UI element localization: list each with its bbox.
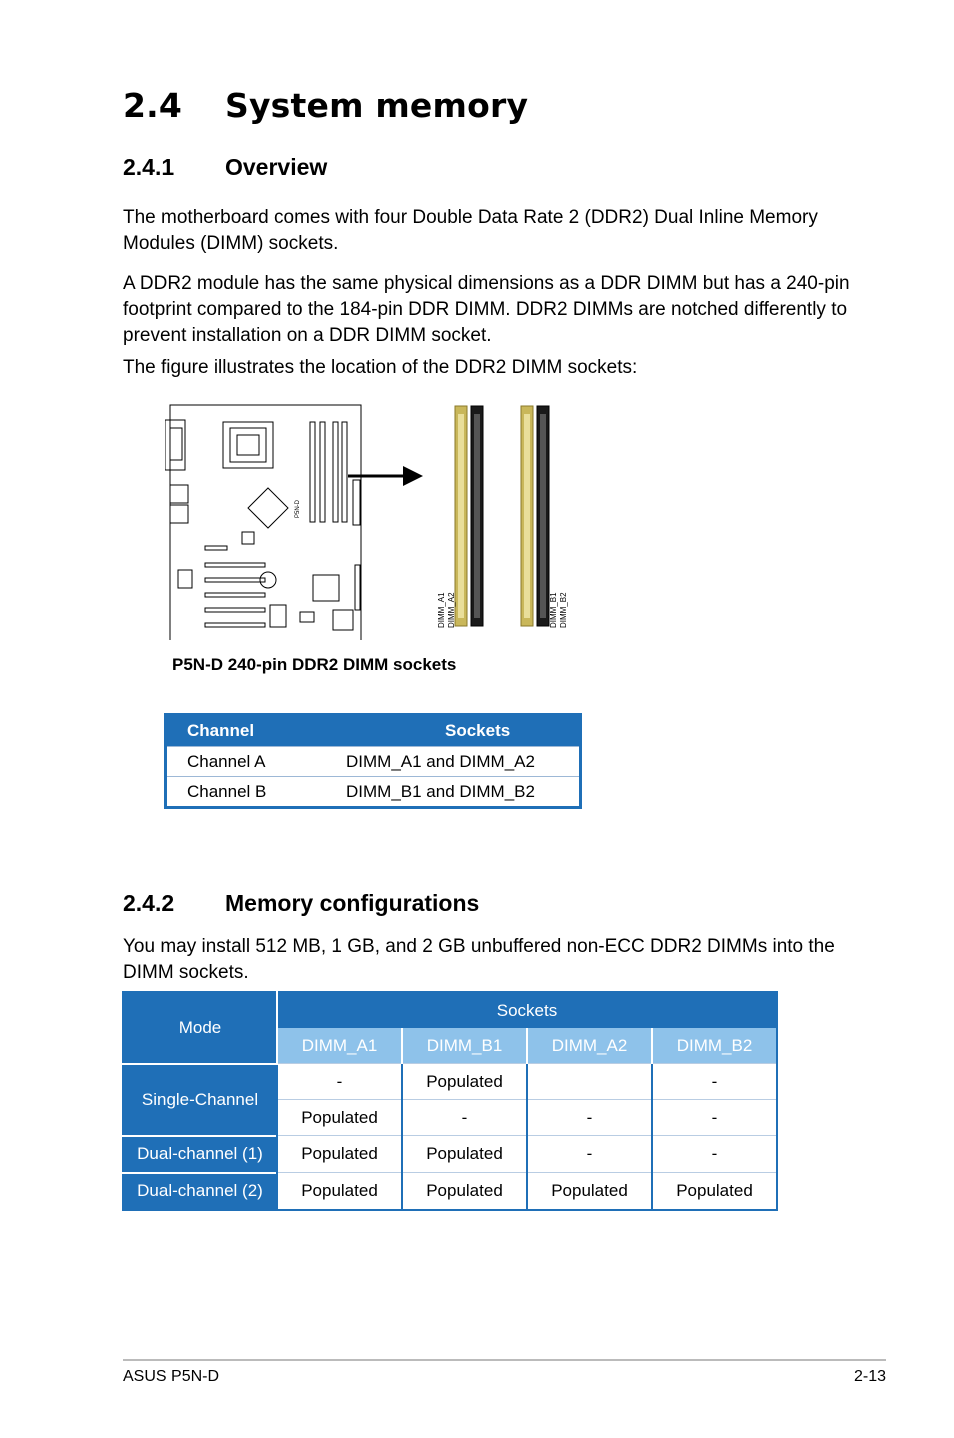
dimm-socket-b2 bbox=[537, 406, 549, 626]
col-dimm-a1: DIMM_A1 bbox=[277, 1028, 402, 1064]
cell: Populated bbox=[402, 1064, 527, 1100]
memconf-heading bbox=[123, 890, 479, 917]
cell: Populated bbox=[527, 1173, 652, 1210]
table-row bbox=[166, 747, 581, 777]
header-channel: Channel bbox=[166, 715, 346, 747]
table-row bbox=[166, 777, 581, 808]
table-row bbox=[123, 1173, 777, 1210]
mode-single-channel: Single-Channel bbox=[123, 1064, 277, 1136]
sockets-header: Sockets bbox=[277, 992, 777, 1028]
dimm-socket-a2 bbox=[471, 406, 483, 626]
dimm-figure bbox=[165, 400, 585, 640]
table-row bbox=[123, 1064, 777, 1100]
table-row bbox=[123, 1136, 777, 1173]
section-title-text: System memory bbox=[225, 86, 529, 125]
label-dimm-b2: DIMM_B2 bbox=[559, 592, 568, 628]
overview-title: Overview bbox=[225, 154, 328, 180]
arrow-icon bbox=[348, 466, 423, 486]
dimm-socket-a1 bbox=[455, 406, 467, 626]
figure-caption: P5N-D 240-pin DDR2 DIMM sockets bbox=[172, 655, 457, 674]
mode-dual-channel-2: Dual-channel (2) bbox=[123, 1173, 277, 1210]
col-dimm-a2: DIMM_A2 bbox=[527, 1028, 652, 1064]
section-number: 2.4 bbox=[123, 86, 183, 125]
cell: - bbox=[527, 1136, 652, 1173]
channel-b-sockets: DIMM_B1 and DIMM_B2 bbox=[345, 777, 581, 808]
cell: - bbox=[652, 1100, 777, 1136]
mode-header: Mode bbox=[123, 992, 277, 1064]
footer-divider bbox=[123, 1359, 886, 1361]
motherboard-diagram bbox=[165, 405, 361, 640]
cell: - bbox=[652, 1064, 777, 1100]
cell: - bbox=[527, 1100, 652, 1136]
footer-product: ASUS P5N-D bbox=[123, 1368, 220, 1385]
mode-dual-channel-1: Dual-channel (1) bbox=[123, 1136, 277, 1173]
overview-paragraph-3: The figure illustrates the location of the DDR2 DIMM sockets: bbox=[123, 357, 638, 378]
channel-table-header bbox=[166, 715, 581, 747]
overview-paragraph-1: The motherboard comes with four Double Data Rate 2 (DDR2) Dual Inline Memory Modules (DIMM) sockets. bbox=[123, 207, 818, 254]
header-sockets: Sockets bbox=[345, 715, 581, 747]
cell: Populated bbox=[277, 1136, 402, 1173]
channel-a-name: Channel A bbox=[166, 747, 346, 777]
memconf-number: 2.4.2 bbox=[123, 890, 175, 916]
cell: - bbox=[277, 1064, 402, 1100]
cell: Populated bbox=[402, 1173, 527, 1210]
overview-number: 2.4.1 bbox=[123, 154, 175, 180]
channel-a-sockets: DIMM_A1 and DIMM_A2 bbox=[345, 747, 581, 777]
memory-config-table bbox=[122, 991, 778, 1211]
label-dimm-a1: DIMM_A1 bbox=[437, 592, 446, 628]
channel-b-name: Channel B bbox=[166, 777, 346, 808]
cell: Populated bbox=[402, 1136, 527, 1173]
cell: - bbox=[652, 1136, 777, 1173]
col-dimm-b2: DIMM_B2 bbox=[652, 1028, 777, 1064]
cell: - bbox=[402, 1100, 527, 1136]
section-title bbox=[123, 86, 528, 125]
channel-table bbox=[164, 713, 582, 809]
col-dimm-b1: DIMM_B1 bbox=[402, 1028, 527, 1064]
memconf-paragraph: You may install 512 MB, 1 GB, and 2 GB unbuffered non-ECC DDR2 DIMMs into the DIMM sockets. bbox=[123, 936, 835, 983]
overview-heading bbox=[123, 154, 327, 181]
cell bbox=[527, 1064, 652, 1100]
cell: Populated bbox=[277, 1173, 402, 1210]
overview-paragraph-2: A DDR2 module has the same physical dimensions as a DDR DIMM but has a 240-pin footprint compared to the 184-pin DDR DIMM. DDR2 DIMMs are notched differently to prevent installation on a DDR DIMM socket. bbox=[123, 273, 850, 346]
memconf-title: Memory configurations bbox=[225, 890, 480, 916]
label-dimm-b1: DIMM_B1 bbox=[549, 592, 558, 628]
board-label: P5N-D bbox=[295, 499, 301, 518]
dimm-socket-b1 bbox=[521, 406, 533, 626]
cell: Populated bbox=[277, 1100, 402, 1136]
label-dimm-a2: DIMM_A2 bbox=[447, 592, 456, 628]
cell: Populated bbox=[652, 1173, 777, 1210]
footer-page-number: 2-13 bbox=[853, 1368, 886, 1385]
